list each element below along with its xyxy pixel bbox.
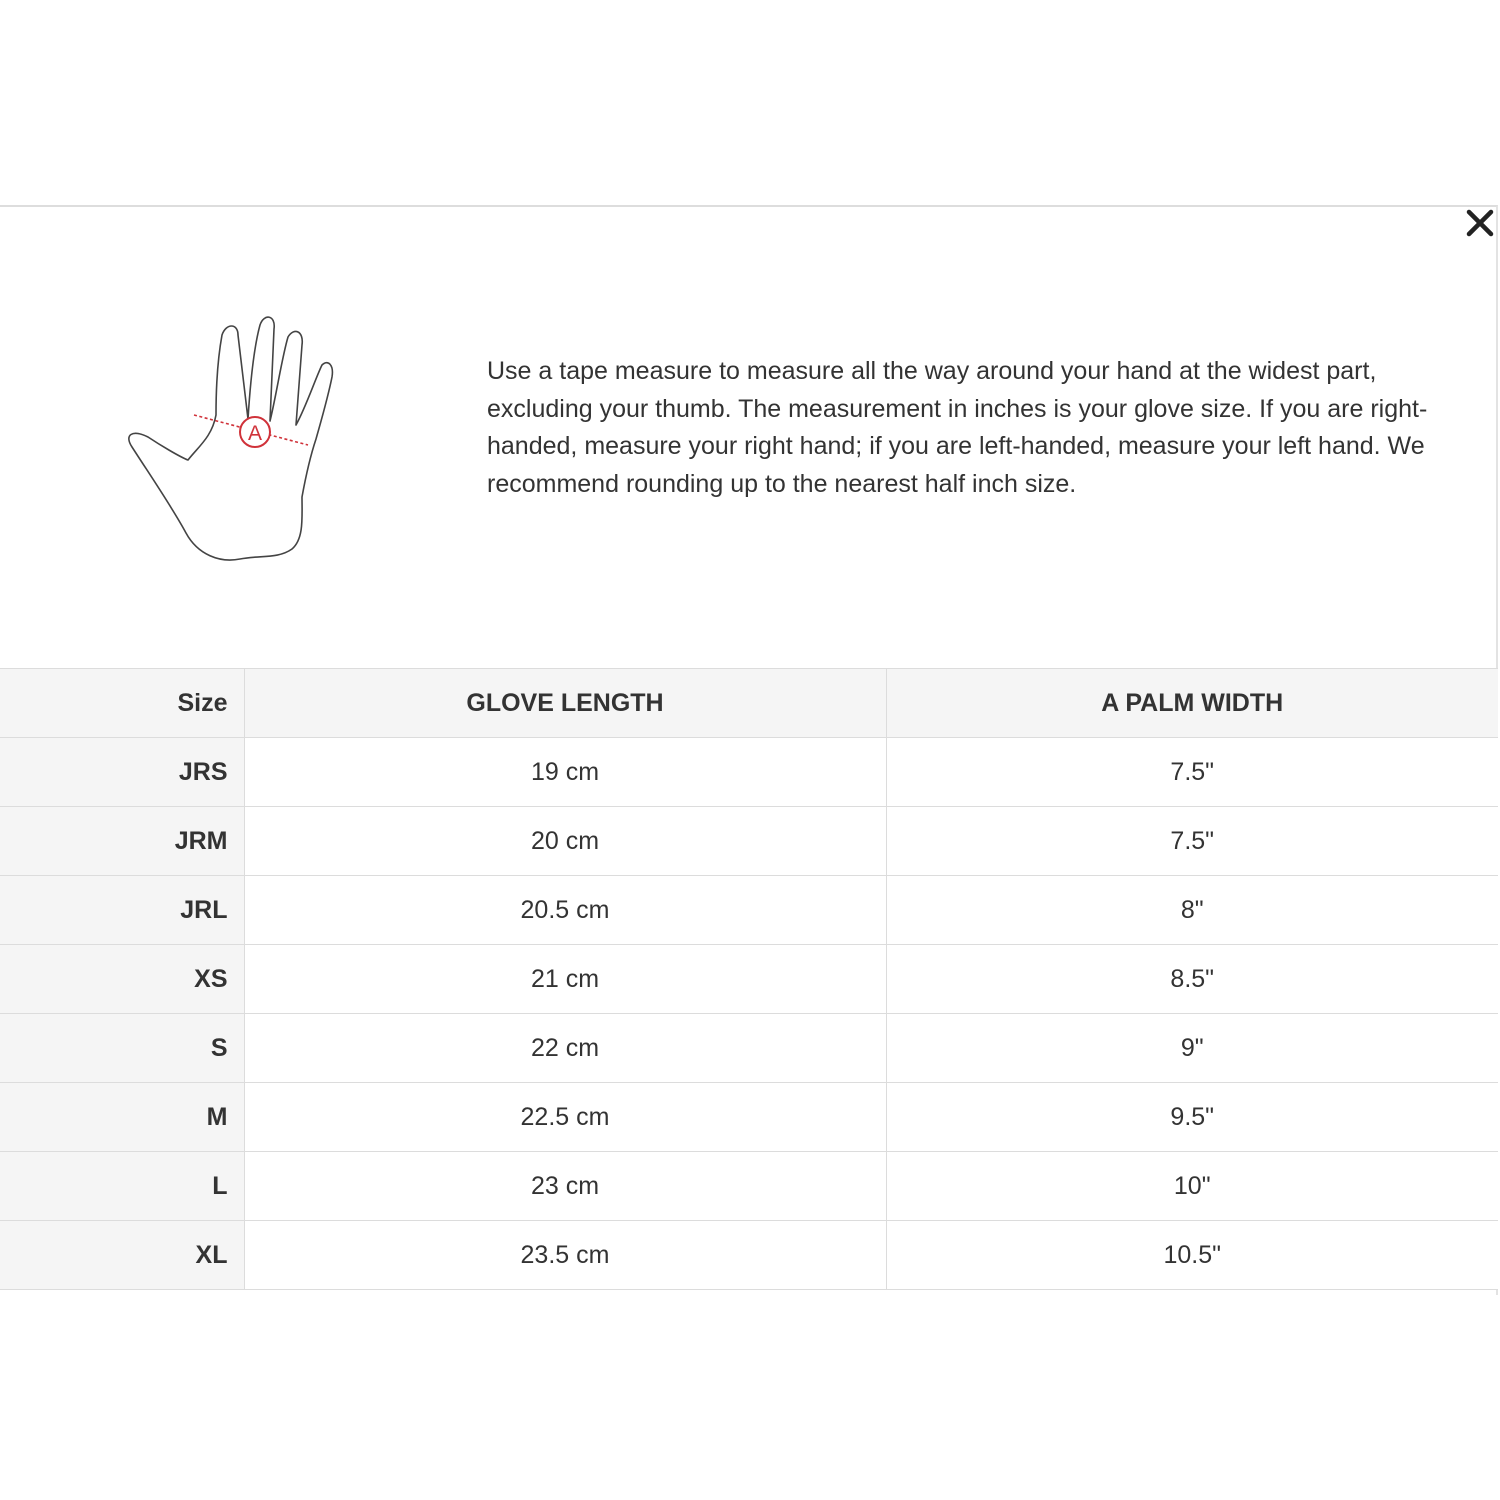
size-cell: XL [0,1221,244,1290]
length-cell: 20 cm [244,807,886,876]
length-cell: 23.5 cm [244,1221,886,1290]
hand-measure-icon [120,297,350,567]
close-button[interactable] [1464,207,1496,239]
table-header-row [0,669,1498,738]
marker-label: A [247,422,263,445]
table-row [0,738,1498,807]
width-cell: 8" [886,876,1498,945]
length-cell: 21 cm [244,945,886,1014]
size-cell: S [0,1014,244,1083]
size-cell: M [0,1083,244,1152]
table-row [0,807,1498,876]
instructions-text: Use a tape measure to measure all the way around your hand at the widest part, excluding your thumb. The measurement in inches is your glove size. If you are right-handed, measure your right hand; if you are left-handed, measure your left hand. We recommend rounding up to the nearest half inch size. [487,357,1428,498]
table-row [0,945,1498,1014]
width-cell: 9" [886,1014,1498,1083]
table-row [0,876,1498,945]
size-cell: JRL [0,876,244,945]
table-row [0,1152,1498,1221]
size-guide-modal [0,205,1498,1295]
length-cell: 19 cm [244,738,886,807]
length-cell: 22 cm [244,1014,886,1083]
length-cell: 20.5 cm [244,876,886,945]
table-row [0,1014,1498,1083]
header-palm-width: A PALM WIDTH [886,669,1498,738]
width-cell: 10" [886,1152,1498,1221]
length-cell: 23 cm [244,1152,886,1221]
size-cell: JRM [0,807,244,876]
close-icon [1464,207,1496,239]
width-cell: 8.5" [886,945,1498,1014]
header-glove-length: GLOVE LENGTH [244,669,886,738]
length-cell: 22.5 cm [244,1083,886,1152]
table-row [0,1221,1498,1290]
width-cell: 10.5" [886,1221,1498,1290]
table-row [0,1083,1498,1152]
header-size: Size [0,669,244,738]
width-cell: 7.5" [886,807,1498,876]
size-chart-table [0,668,1498,1290]
size-cell: JRS [0,738,244,807]
width-cell: 9.5" [886,1083,1498,1152]
size-cell: XS [0,945,244,1014]
size-cell: L [0,1152,244,1221]
width-cell: 7.5" [886,738,1498,807]
